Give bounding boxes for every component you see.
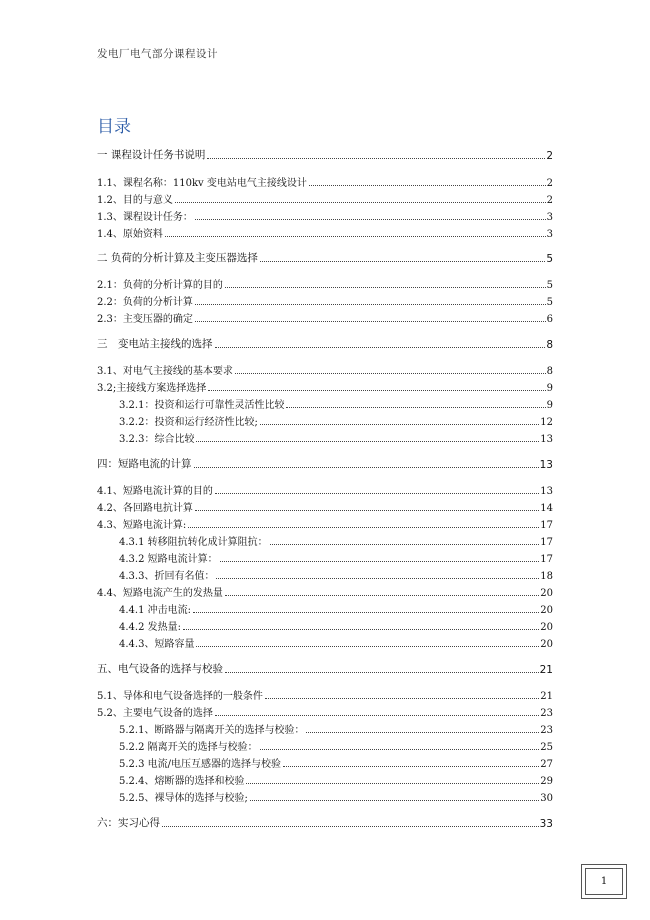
toc-entry-label: 四：短路电流的计算 [97, 458, 192, 470]
toc-entry-page: 17 [540, 537, 553, 548]
toc-entry-page: 2 [546, 195, 553, 206]
toc-entry[interactable] [97, 457, 553, 471]
toc-leader [207, 158, 545, 159]
toc-entry-label: 2.3：主变压器的确定 [97, 314, 193, 325]
toc-entry-label: 5.2、主要电气设备的选择 [97, 708, 213, 719]
toc-entry-label: 5.2.5、裸导体的选择与校验; [119, 793, 248, 804]
toc-entry-label: 3.2;主接线方案选择选择 [97, 383, 207, 394]
page-number-box [581, 864, 627, 899]
toc-entry[interactable] [97, 226, 553, 240]
toc-entry-page: 13 [540, 486, 553, 497]
toc-entry[interactable] [97, 500, 553, 514]
toc-entry[interactable] [119, 619, 553, 633]
toc-entry-page: 2 [546, 178, 553, 189]
toc-leader [215, 347, 546, 348]
toc-leader [188, 527, 539, 528]
toc-leader [220, 561, 540, 562]
toc-entry[interactable] [97, 337, 553, 351]
toc-leader [196, 441, 539, 442]
toc-entry-page: 29 [540, 776, 553, 787]
toc-entry[interactable] [119, 431, 553, 445]
toc-entry-page: 30 [540, 793, 553, 804]
toc-entry[interactable] [97, 380, 553, 394]
toc-entry[interactable] [97, 585, 553, 599]
toc-entry-label: 5.1、导体和电气设备选择的一般条件 [97, 691, 263, 702]
toc-entry-label: 1.4、原始资料 [97, 229, 163, 240]
toc-entry[interactable] [97, 277, 553, 291]
toc-entry-label: 3.2.3：综合比较 [119, 434, 195, 445]
toc-entry-page: 17 [540, 554, 553, 565]
toc-entry[interactable] [97, 705, 553, 719]
toc-entry[interactable] [119, 790, 553, 804]
toc-entry-label: 二 负荷的分析计算及主变压器选择 [97, 252, 258, 264]
toc-leader [215, 715, 539, 716]
toc-leader [283, 766, 539, 767]
toc-leader [265, 698, 539, 699]
toc-entry[interactable] [97, 148, 553, 162]
toc-entry[interactable] [97, 251, 553, 265]
toc-entry-label: 2.1：负荷的分析计算的目的 [97, 280, 223, 291]
toc-leader [235, 373, 546, 374]
toc-entry-page: 13 [540, 434, 553, 445]
toc-leader [175, 202, 546, 203]
toc-leader [195, 304, 546, 305]
toc-leader [309, 185, 546, 186]
toc-entry-label: 4.3.1 转移阻抗转化成计算阻抗： [119, 537, 268, 548]
toc-leader [196, 646, 539, 647]
toc-title: 目录 [97, 117, 131, 137]
toc-entry-page: 5 [546, 297, 553, 308]
toc-leader [194, 467, 539, 468]
toc-entry-label: 4.4.1 冲击电流: [119, 605, 191, 616]
toc-leader [225, 672, 539, 673]
toc-leader [216, 578, 539, 579]
toc-entry-page: 14 [540, 503, 553, 514]
toc-entry-label: 4.4.2 发热量: [119, 622, 181, 633]
toc-entry-label: 三 变电站主接线的选择 [97, 338, 213, 350]
toc-entry-label: 3.2.2：投资和运行经济性比较; [119, 417, 258, 428]
toc-entry-page: 9 [546, 400, 553, 411]
page-number: 1 [585, 868, 623, 895]
toc-entry[interactable] [119, 534, 553, 548]
toc-entry[interactable] [97, 209, 553, 223]
toc-leader [215, 493, 539, 494]
toc-entry[interactable] [119, 414, 553, 428]
toc-entry-page: 25 [540, 742, 553, 753]
toc-entry-label: 5.2.3 电流/电压互感器的选择与校验 [119, 759, 281, 770]
toc-leader [162, 826, 539, 827]
toc-entry[interactable] [97, 363, 553, 377]
toc-entry-page: 3 [546, 229, 553, 240]
toc-entry-page: 20 [540, 605, 553, 616]
toc-leader [225, 287, 546, 288]
toc-entry[interactable] [97, 294, 553, 308]
toc-leader [195, 510, 539, 511]
toc-entry[interactable] [119, 602, 553, 616]
toc-leader [195, 219, 546, 220]
toc-entry[interactable] [97, 517, 553, 531]
toc-entry-page: 8 [546, 339, 553, 351]
toc-entry-label: 4.3、短路电流计算: [97, 520, 187, 531]
toc-entry[interactable] [97, 175, 553, 189]
page-header: 发电厂电气部分课程设计 [97, 48, 218, 60]
toc-entry-label: 4.4.3、短路容量 [119, 639, 195, 650]
toc-entry-page: 5 [546, 280, 553, 291]
toc-entry-label: 4.1、短路电流计算的目的 [97, 486, 213, 497]
toc-leader [306, 732, 539, 733]
toc-entry-page: 5 [546, 253, 553, 265]
toc-entry[interactable] [119, 397, 553, 411]
toc-leader [246, 783, 539, 784]
toc-entry-label: 1.1、课程名称：110kv 变电站电气主接线设计 [97, 178, 307, 189]
toc-entry-label: 五、电气设备的选择与校验 [97, 663, 223, 675]
toc-leader [260, 749, 540, 750]
toc-entry[interactable] [119, 756, 553, 770]
toc-entry-label: 1.2、目的与意义 [97, 195, 173, 206]
toc-entry-label: 5.2.2 隔离开关的选择与校验： [119, 742, 258, 753]
toc-entry-label: 3.2.1：投资和运行可靠性灵活性比较 [119, 400, 285, 411]
toc-entry-page: 20 [540, 639, 553, 650]
toc-entry-label: 4.2、各回路电抗计算 [97, 503, 193, 514]
toc-entry-page: 2 [546, 150, 553, 162]
toc-entry-page: 6 [546, 314, 553, 325]
toc-entry-label: 4.4、短路电流产生的发热量 [97, 588, 223, 599]
toc-entry-page: 13 [539, 459, 553, 471]
toc-entry-page: 23 [540, 708, 553, 719]
toc-entry-label: 4.3.3、折回有名值： [119, 571, 215, 582]
toc-entry-label: 5.2.4、熔断器的选择和校验 [119, 776, 245, 787]
toc-leader [286, 407, 545, 408]
toc-leader [183, 629, 539, 630]
toc-entry-page: 20 [540, 622, 553, 633]
toc-entry[interactable] [119, 568, 553, 582]
toc-entry[interactable] [97, 688, 553, 702]
toc-entry-label: 六：实习心得 [97, 817, 160, 829]
toc-entry-label: 5.2.1、断路器与隔离开关的选择与校验： [119, 725, 305, 736]
toc-entry-page: 23 [540, 725, 553, 736]
toc-entry[interactable] [119, 722, 553, 736]
toc-leader [260, 424, 539, 425]
toc-entry-label: 3.1、对电气主接线的基本要求 [97, 366, 233, 377]
toc-entry[interactable] [97, 192, 553, 206]
toc-entry-page: 21 [539, 664, 553, 676]
toc-leader [260, 261, 545, 262]
toc-entry-label: 4.3.2 短路电流计算： [119, 554, 218, 565]
toc-entry-page: 33 [539, 818, 553, 830]
toc-entry[interactable] [97, 483, 553, 497]
toc-leader [208, 390, 545, 391]
toc-entry[interactable] [119, 773, 553, 787]
toc-leader [270, 544, 540, 545]
toc-leader [165, 236, 546, 237]
toc-leader [195, 321, 546, 322]
toc-leader [250, 800, 539, 801]
toc-leader [225, 595, 539, 596]
toc-entry[interactable] [97, 311, 553, 325]
toc-entry-page: 8 [546, 366, 553, 377]
toc-entry-label: 1.3、课程设计任务： [97, 212, 193, 223]
toc-entry-page: 3 [546, 212, 553, 223]
toc-entry-label: 2.2：负荷的分析计算 [97, 297, 193, 308]
toc-entry-page: 27 [540, 759, 553, 770]
toc-entry-page: 20 [540, 588, 553, 599]
toc-entry-label: 一 课程设计任务书说明 [97, 149, 206, 161]
toc-entry-page: 17 [540, 520, 553, 531]
toc-entry[interactable] [119, 636, 553, 650]
toc-entry[interactable] [119, 551, 553, 565]
toc-entry-page: 18 [540, 571, 553, 582]
toc-entry[interactable] [119, 739, 553, 753]
toc-entry[interactable] [97, 662, 553, 676]
toc-entry-page: 21 [540, 691, 553, 702]
toc-entry-page: 9 [546, 383, 553, 394]
toc-entry-page: 12 [540, 417, 553, 428]
toc-entry[interactable] [97, 816, 553, 830]
toc-leader [193, 612, 539, 613]
